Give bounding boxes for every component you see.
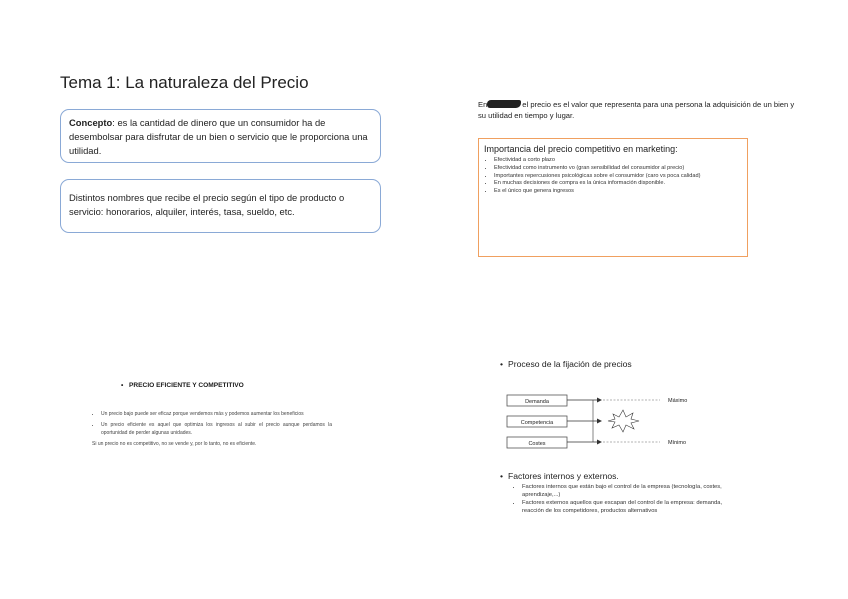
bullet-icon: • [121,382,124,389]
page-title: Tema 1: La naturaleza del Precio [60,73,309,92]
conflict-burst-icon [608,410,639,432]
intro-paragraph [478,99,798,121]
factores-heading [500,471,619,481]
scribble-redaction [487,100,521,108]
list-item: • En muchas decisiones de compra es la única información disponible. [494,180,742,187]
concepto-text: : es la cantidad de dinero que un consumidor ha de desembolsar para disfrutar de un bien o servicio que le proporciona una utilidad. [69,117,368,156]
arrow-icon [597,440,602,445]
arrow-icon [597,398,602,403]
list-item: • Un precio bajo puede ser eficaz porque vendemos más y podemos aumentar los beneficios [101,410,332,419]
concepto-term: Concepto [69,117,113,128]
importancia-heading: Importancia del precio competitivo en marketing: [484,144,678,154]
precio-eficiente-list [92,410,332,448]
precio-eficiente-heading-text: PRECIO EFICIENTE Y COMPETITIVO [129,382,244,389]
competencia-label: Competencia [520,420,554,426]
list-item: • Efectividad a corto plazo [494,157,742,164]
proceso-diagram [505,392,705,457]
bullet-icon: • [500,471,504,481]
bullet-icon: • [500,359,504,369]
minimo-label: Mínimo [668,440,687,446]
factores-list [515,483,745,515]
list-item: • Un precio eficiente es aquel que optimiza los ingresos al subir el precio aunque perdamos la oportunidad de perder algunas unidades. [101,421,332,438]
intro-prefix: En [478,100,488,109]
precio-eficiente-note: Si un precio no es competitivo, no se vende y, por lo tanto, no es eficiente. [92,440,257,447]
intro-text: el precio es el valor que representa para una persona la adquisición de un bien y su utilidad en tiempo y lugar. [478,100,795,120]
costes-label: Costes [528,441,546,447]
proceso-heading-text: Proceso de la fijación de precios [508,359,632,369]
list-item: • Factores externos aquellos que escapan del control de la empresa: demanda, reacción de los competidores, productos alternativos [522,499,745,515]
nombres-text: Distintos nombres que recibe el precio según el tipo de producto o servicio: honorarios, alquiler, interés, tasa, sueldo, etc. [69,192,345,217]
demanda-label: Demanda [525,399,549,405]
proceso-heading [500,359,632,369]
list-item: • Es el único que genera ingresos [494,188,742,195]
precio-eficiente-heading [121,382,244,389]
arrow-icon [597,419,602,424]
importancia-box [478,138,748,257]
list-item: • Efectividad como instrumento vo (gran sensibilidad del consumidor al precio) [494,165,742,172]
concepto-box [60,109,381,163]
nombres-box [60,179,381,233]
importancia-list [484,157,742,195]
maximo-label: Máximo [668,398,688,404]
list-item: • Factores internos que están bajo el control de la empresa (tecnología, costes, aprendizaje,...) [522,483,745,499]
factores-heading-text: Factores internos y externos. [508,471,619,481]
list-item: • Importantes repercusiones psicológicas sobre el consumidor (caro vs poca calidad) [494,173,742,180]
